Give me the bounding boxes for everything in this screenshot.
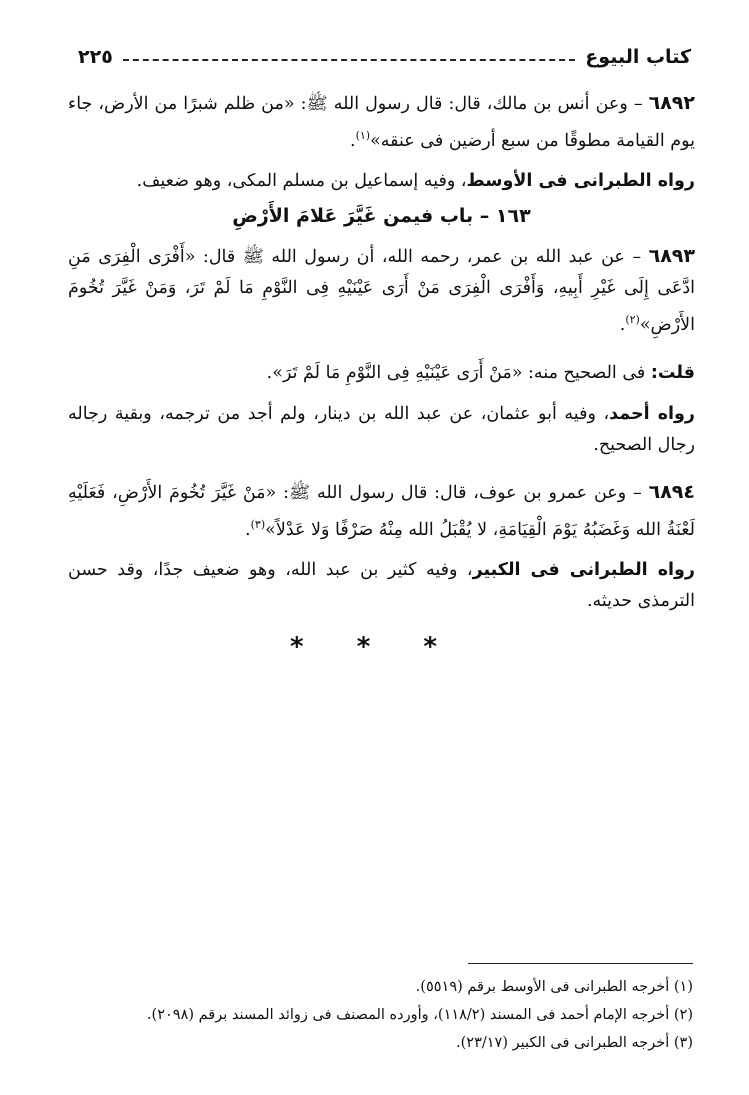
hadith-number: ٦٨٩٢: [648, 92, 695, 114]
hadith-end: .: [349, 130, 356, 151]
footnotes: [66, 973, 693, 1057]
hadith-text: – وعن أنس بن مالك، قال: قال رسول الله ﷺ: «من ظلم شبرًا من الأرض، جاء يوم القيامة مطوقًا من سبع أرضين فى عنقه»: [68, 94, 695, 151]
footnote: (١) أخرجه الطبرانى فى الأوسط برقم (٥٥١٩).: [415, 979, 693, 995]
page-number: ٢٢٥: [78, 46, 113, 68]
note-lead: قلت:: [650, 363, 695, 383]
hadith-6894: [68, 477, 695, 546]
hadith-number: ٦٨٩٤: [648, 481, 695, 503]
narration-6894: [68, 555, 695, 617]
hadith-6892: [68, 88, 695, 157]
note-6893: [68, 358, 695, 389]
hadith-text: – وعن عمرو بن عوف، قال: قال رسول الله ﷺ: «مَنْ غَيَّرَ تُخُومَ الأَرْضِ، فَعَلَيْهِ لَعْنَةُ الله وَغَضَبُهُ يَوْمَ الْقِيَامَةِ، لا يُقْبَلُ الله مِنْهُ صَرْفًا وَلا عَدْلاً»: [68, 483, 695, 540]
footnote-rule: [468, 963, 693, 964]
narration-source: رواه الطبرانى فى الأوسط: [466, 171, 695, 191]
header-dashed-rule: [123, 59, 576, 61]
hadith-end: .: [619, 314, 626, 335]
hadith-number: ٦٨٩٣: [648, 245, 695, 267]
narration-6893: [68, 399, 695, 461]
footnote-ref: (١): [355, 129, 371, 142]
hadith-end: .: [245, 519, 251, 540]
narration-text: ، وفيه أبو عثمان، عن عبد الله بن دينار، ولم أجد من ترجمه، وبقية رجاله رجال الصحيح.: [68, 404, 695, 455]
footnote: (٣) أخرجه الطبرانى فى الكبير (٢٣/١٧).: [456, 1035, 693, 1051]
footnote-ref: (٣): [250, 518, 266, 531]
note-text: فى الصحيح منه: «مَنْ أَرَى عَيْنَيْهِ فِى النَّوْمِ مَا لَمْ تَرَ».: [266, 363, 651, 383]
narration-source: رواه الطبرانى فى الكبير: [472, 560, 695, 580]
hadith-text: – عن عبد الله بن عمر، رحمه الله، أن رسول الله ﷺ قال: «أَفْرَى الْفِرَى مَنِ ادَّعَى إِلَى غَيْرِ أَبِيهِ، وَأَفْرَى الْفِرَى مَنْ أَرَى عَيْنَيْهِ فِى النَّوْمِ مَا لَمْ تَرَ، وَمَنْ غَيَّرَ تُخُومَ الأَرْضِ»: [68, 247, 695, 335]
narration-6892: [68, 166, 695, 197]
narration-text: ، وفيه كثير بن عبد الله، وهو ضعيف جدًا، وقد حسن الترمذى حديثه.: [68, 560, 695, 611]
hadith-6893: [68, 241, 695, 341]
section-separator: * * *: [290, 632, 459, 662]
running-header: [78, 42, 691, 72]
book-title: كتاب البيوع: [585, 46, 691, 68]
footnote-ref: (٢): [625, 313, 640, 326]
footnote: (٢) أخرجه الإمام أحمد فى المسند (١١٨/٢)، وأورده المصنف فى زوائد المسند برقم (٢٠٩٨).: [146, 1007, 693, 1023]
narration-source: رواه أحمد: [609, 404, 695, 424]
narration-text: ، وفيه إسماعيل بن مسلم المكى، وهو ضعيف.: [136, 171, 467, 191]
chapter-heading: ١٦٣ – باب فيمن غَيَّرَ عَلامَ الأَرْضِ: [232, 205, 531, 227]
